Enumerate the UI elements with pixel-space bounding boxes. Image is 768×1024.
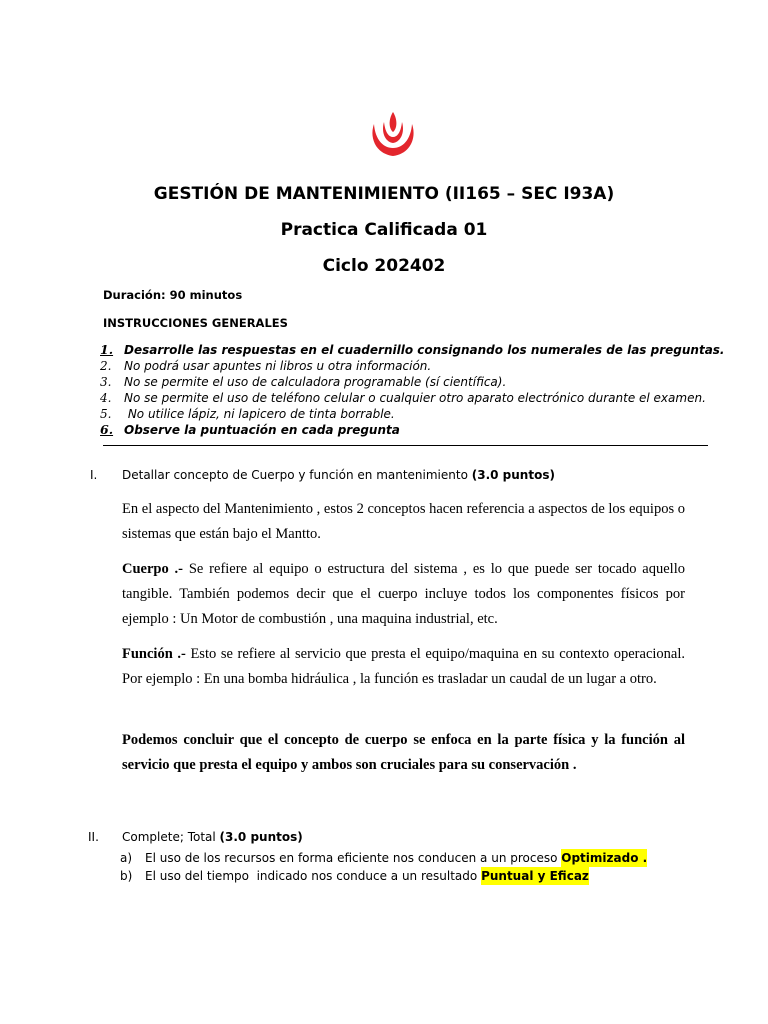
instructions-list — [97, 342, 725, 438]
instruction-text: No utilice lápiz, ni lapicero de tinta borrable. — [124, 407, 395, 421]
university-flame-logo — [366, 108, 420, 160]
question-1-number: I. — [90, 468, 98, 482]
highlighted-answer: Puntual y Eficaz — [481, 869, 589, 883]
instruction-item — [97, 390, 725, 406]
cuerpo-text: Se refiere al equipo o estructura del sistema , es lo que puede ser tocado aquello tangible. También podemos decir que el cuerpo incluye todos los componentes físicos por ejemplo : Un Motor de combustión , una maquina industrial, etc. — [122, 561, 685, 627]
question-2-number: II. — [88, 830, 99, 844]
answer-conclusion-paragraph: Podemos concluir que el concepto de cuerpo se enfoca en la parte física y la función al servicio que presta el equipo y ambos son cruciales para su conservación . — [122, 732, 685, 773]
exam-title: Practica Calificada 01 — [280, 220, 488, 240]
instruction-number: 6. — [100, 422, 114, 437]
instruction-text: No se permite el uso de teléfono celular o cualquier otro aparato electrónico durante el examen. — [124, 391, 706, 405]
item-letter: b) — [120, 869, 133, 883]
answer-cuerpo-paragraph — [122, 557, 685, 632]
exam-duration: Duración: 90 minutos — [103, 288, 243, 302]
question-2-prompt — [122, 830, 303, 844]
question-2-items — [120, 849, 647, 885]
instruction-item — [97, 342, 725, 358]
instruction-number: 1. — [100, 342, 114, 357]
item-text: El uso del tiempo indicado nos conduce a un resultado — [145, 869, 482, 883]
funcion-text: Esto se refiere al servicio que presta el equipo/maquina en su contexto operacional. Por ejemplo : En una bomba hidráulica , la función es trasladar un caudal de un lugar a otro. — [122, 646, 685, 687]
instruction-item — [97, 422, 725, 438]
instruction-text: No se permite el uso de calculadora programable (sí científica). — [124, 375, 507, 389]
fill-in-item — [120, 849, 647, 867]
instruction-item — [97, 406, 725, 422]
cuerpo-label: Cuerpo .- — [122, 561, 184, 577]
fill-in-item — [120, 867, 647, 885]
instruction-item — [97, 358, 725, 374]
answer-intro-paragraph: En el aspecto del Mantenimiento , estos 2 conceptos hacen referencia a aspectos de los equipos o sistemas que están bajo el Mantto. — [122, 501, 685, 542]
funcion-label: Función .- — [122, 646, 186, 662]
question-2-points: (3.0 puntos) — [219, 830, 303, 844]
question-1-prompt — [122, 468, 555, 482]
instruction-number: 2. — [100, 359, 112, 373]
item-text: El uso de los recursos en forma eficiente nos conducen a un proceso — [145, 851, 562, 865]
question-2-prompt-text: Complete; Total — [122, 830, 220, 844]
instruction-number: 5. — [100, 407, 112, 421]
item-letter: a) — [120, 851, 133, 865]
question-1-points: (3.0 puntos) — [471, 468, 555, 482]
horizontal-divider — [103, 445, 708, 446]
instruction-number: 3. — [100, 375, 112, 389]
instruction-text: No podrá usar apuntes ni libros u otra información. — [124, 359, 432, 373]
question-1-prompt-text: Detallar concepto de Cuerpo y función en mantenimiento — [122, 468, 472, 482]
instructions-title: INSTRUCCIONES GENERALES — [103, 316, 288, 330]
instruction-text: Observe la puntuación en cada pregunta — [124, 423, 400, 437]
highlighted-answer: Optimizado . — [561, 851, 648, 865]
course-title: GESTIÓN DE MANTENIMIENTO (II165 – SEC I93A) — [153, 184, 615, 204]
instruction-text: Desarrolle las respuestas en el cuadernillo consignando los numerales de las preguntas. — [124, 343, 725, 357]
answer-funcion-paragraph — [122, 642, 685, 692]
instruction-item — [97, 374, 725, 390]
instruction-number: 4. — [100, 391, 112, 405]
cycle-title: Ciclo 202402 — [322, 256, 446, 276]
